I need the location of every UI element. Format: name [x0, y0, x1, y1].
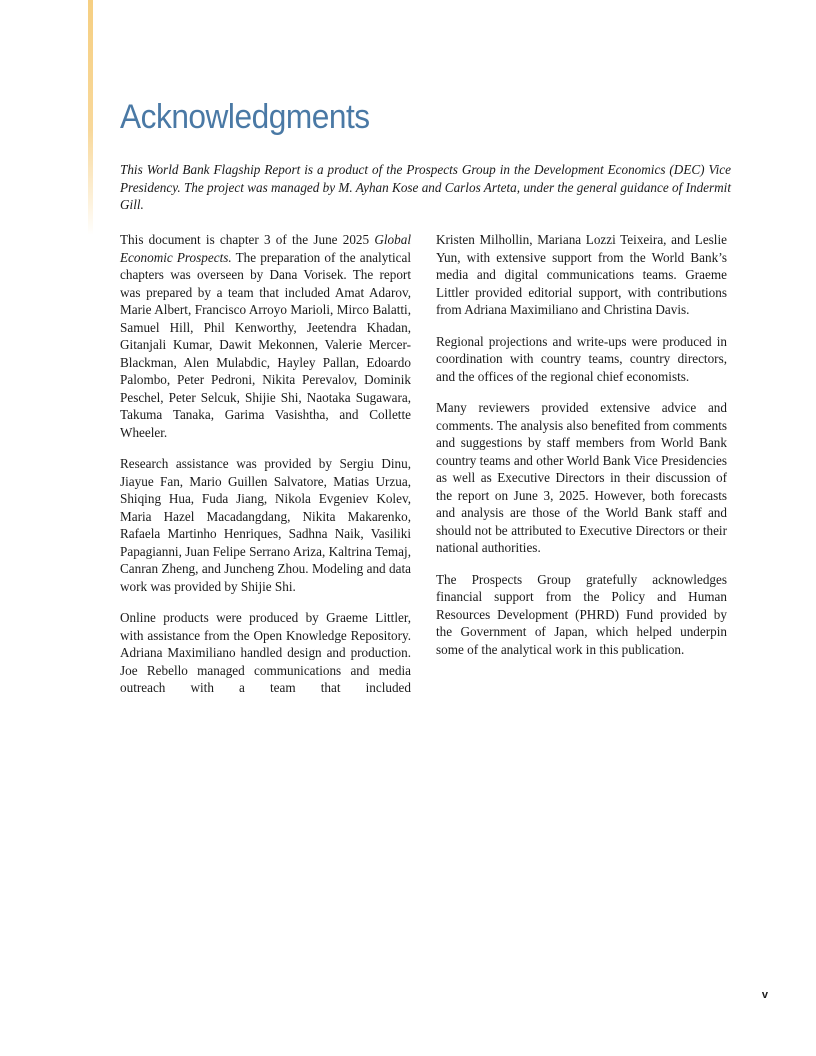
right-paragraph-1: Kristen Milhollin, Mariana Lozzi Teixeira, and Leslie Yun, with extensive support from the World Bank’s media and digital communications teams. Graeme Littler provided editorial support, with contributions from Adriana Maximiliano and Christina Davis.: [436, 232, 727, 317]
left-paragraph-3: Online products were produced by Graeme Littler, with assistance from the Open Knowledge Repository. Adriana Maximiliano handled design and production. Joe Rebello managed communications and media outreach with a team that included: [120, 610, 411, 695]
publication-title: Global Economic Prospects.: [120, 232, 411, 265]
right-paragraph-2: Regional projections and write-ups were produced in coordination with country teams, country directors, and the offices of the regional chief economists.: [436, 333, 727, 384]
right-paragraph-3: Many reviewers provided extensive advice and comments. The analysis also benefited from comments and suggestions by staff members from World Bank country teams and other World Bank Vice Presidencies as well as Executive Directors in their discussion of the report on June 3, 2025. However, both forecasts and analysis are those of the World Bank staff and should not be attributed to Executive Directors or their national authorities.: [436, 400, 727, 555]
page-number: v: [761, 989, 768, 1001]
page-title: Acknowledgments: [120, 98, 370, 136]
left-column: [120, 231, 411, 711]
left-paragraph-1-end: The preparation of the analytical chapters was overseen by Dana Vorisek. The report was prepared by a team that included Amat Adarov, Marie Albert, Francisco Arroyo Marioli, Mirco Balatti, Samuel Hill, Phil Kenworthy, Jeetendra Khadan, Gitanjali Kumar, Dawit Mekonnen, Valerie Mercer-Blackman, Alen Mulabdic, Hayley Pallan, Edoardo Palombo, Peter Pedroni, Nikita Perevalov, Dominik Peschel, Peter Selcuk, Shijie Shi, Naotaka Sugawara, Takuma Tanaka, Garima Vasishtha, and Collette Wheeler.: [120, 249, 411, 440]
intro-paragraph: This World Bank Flagship Report is a product of the Prospects Group in the Development Economics (DEC) Vice Presidency. The project was managed by M. Ayhan Kose and Carlos Arteta, under the general guidance of Indermit Gill.: [120, 162, 731, 213]
right-column: [436, 231, 727, 672]
left-paragraph-2: Research assistance was provided by Sergiu Dinu, Jiayue Fan, Mario Guillen Salvatore, Matias Urzua, Shiqing Hua, Fuda Jiang, Nikola Evgeniev Kolev, Maria Hazel Macadangdang, Nikita Makarenko, Rafaela Martinho Henriques, Sadhna Naik, Vasiliki Papagianni, Juan Felipe Serrano Ariza, Kaltrina Temaj, Canran Zheng, and Juncheng Zhou. Modeling and data work was provided by Shijie Shi.: [120, 456, 411, 594]
left-paragraph-1-start: This document is chapter 3 of the June 2025: [120, 232, 375, 247]
accent-bar: [88, 0, 93, 235]
right-paragraph-4: The Prospects Group gratefully acknowledges financial support from the Policy and Human Resources Development (PHRD) Fund provided by the Government of Japan, which helped underpin some of the analytical work in this publication.: [436, 571, 727, 657]
left-paragraph-1: [120, 231, 411, 441]
